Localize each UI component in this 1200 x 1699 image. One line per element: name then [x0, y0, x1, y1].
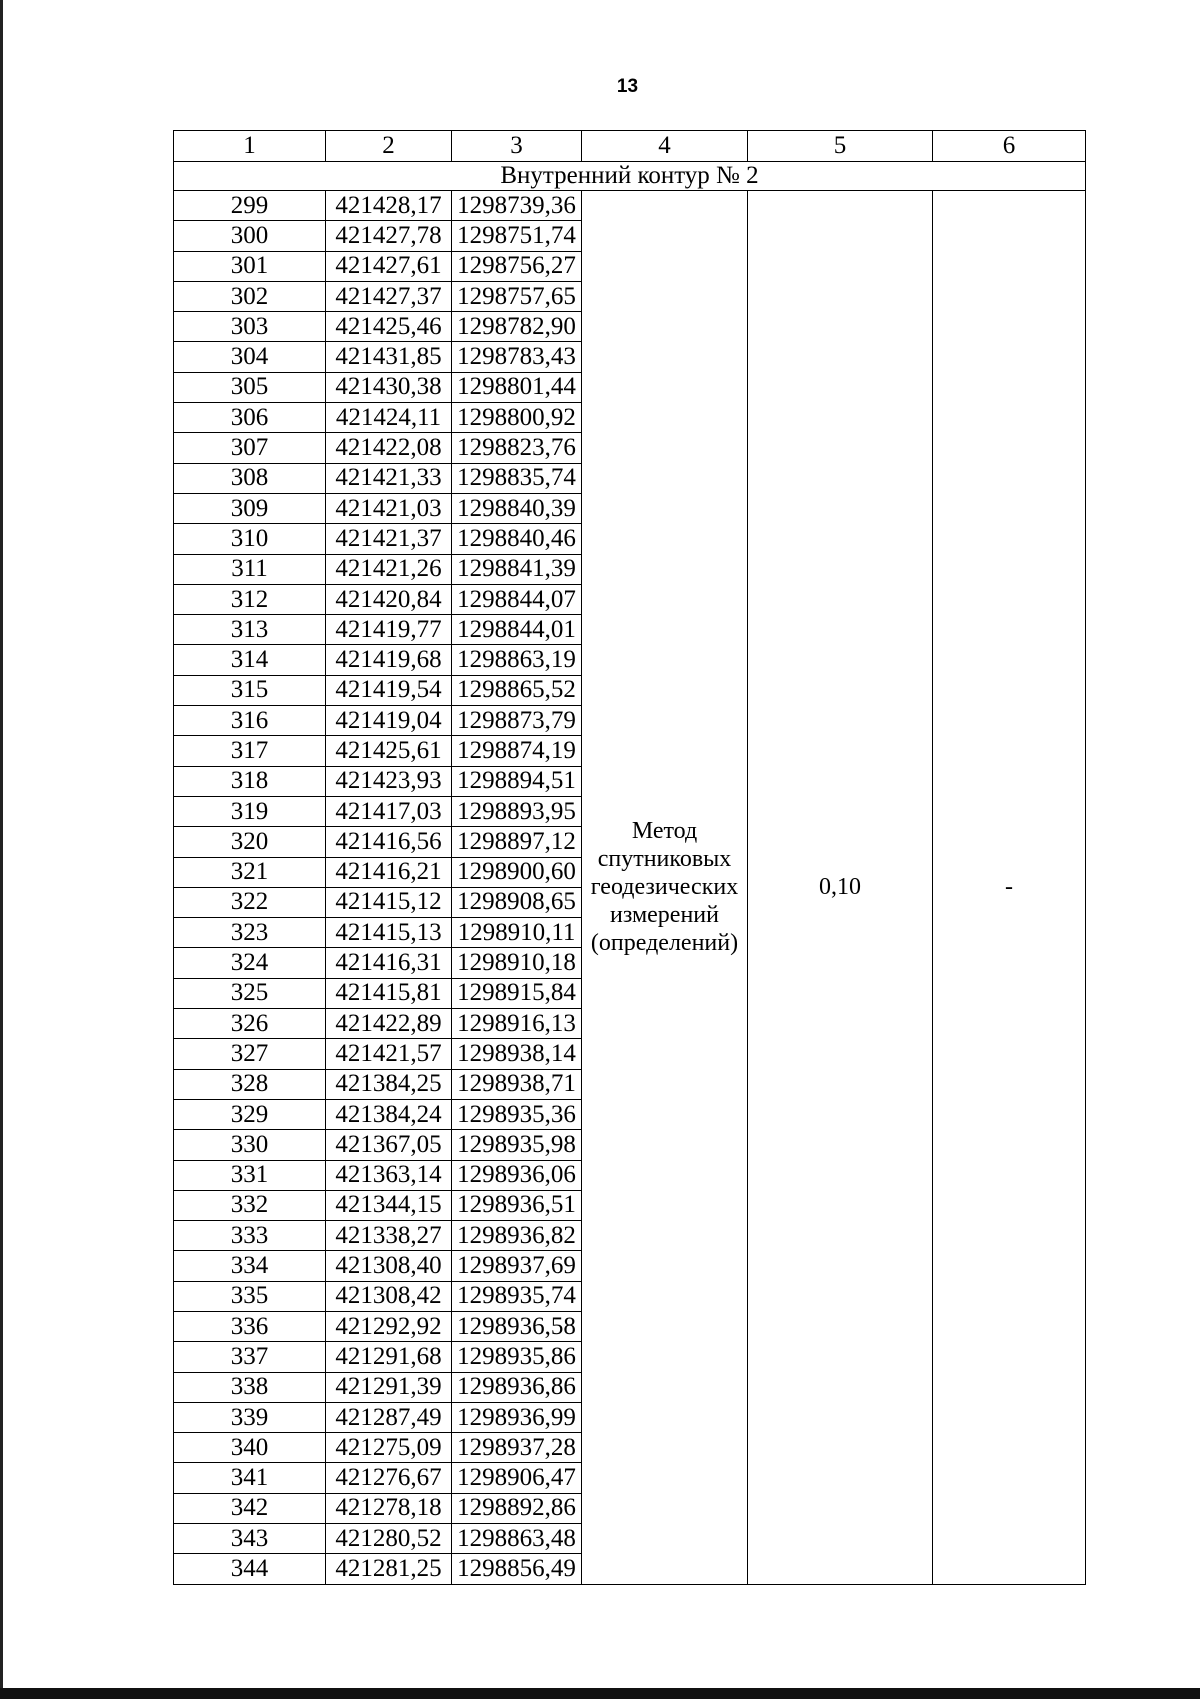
x-coordinate-cell: 421416,31 — [326, 948, 452, 978]
y-coordinate-cell: 1298936,58 — [452, 1311, 582, 1341]
point-number-cell: 321 — [174, 857, 326, 887]
point-number-cell: 327 — [174, 1039, 326, 1069]
x-coordinate-cell: 421421,03 — [326, 493, 452, 523]
y-coordinate-cell: 1298800,92 — [452, 403, 582, 433]
y-coordinate-cell: 1298782,90 — [452, 312, 582, 342]
y-coordinate-cell: 1298840,39 — [452, 493, 582, 523]
point-number-cell: 320 — [174, 827, 326, 857]
point-number-cell: 341 — [174, 1463, 326, 1493]
point-number-cell: 314 — [174, 645, 326, 675]
y-coordinate-cell: 1298916,13 — [452, 1009, 582, 1039]
point-number-cell: 300 — [174, 221, 326, 251]
x-coordinate-cell: 421367,05 — [326, 1130, 452, 1160]
point-number-cell: 302 — [174, 281, 326, 311]
x-coordinate-cell: 421415,81 — [326, 978, 452, 1008]
x-coordinate-cell: 421421,33 — [326, 463, 452, 493]
y-coordinate-cell: 1298801,44 — [452, 372, 582, 402]
x-coordinate-cell: 421363,14 — [326, 1160, 452, 1190]
point-number-cell: 311 — [174, 554, 326, 584]
x-coordinate-cell: 421275,09 — [326, 1433, 452, 1463]
y-coordinate-cell: 1298863,48 — [452, 1524, 582, 1554]
section-title-row — [174, 162, 1086, 191]
y-coordinate-cell: 1298936,06 — [452, 1160, 582, 1190]
header-col-2: 2 — [326, 131, 452, 162]
accuracy-cell: 0,10 — [748, 191, 933, 1585]
x-coordinate-cell: 421420,84 — [326, 584, 452, 614]
y-coordinate-cell: 1298739,36 — [452, 191, 582, 221]
y-coordinate-cell: 1298937,69 — [452, 1251, 582, 1281]
point-number-cell: 315 — [174, 675, 326, 705]
method-text-line: (определений) — [590, 930, 739, 957]
x-coordinate-cell: 421308,42 — [326, 1281, 452, 1311]
y-coordinate-cell: 1298865,52 — [452, 675, 582, 705]
y-coordinate-cell: 1298841,39 — [452, 554, 582, 584]
scan-edge-bottom — [0, 1688, 1200, 1699]
x-coordinate-cell: 421419,54 — [326, 675, 452, 705]
y-coordinate-cell: 1298874,19 — [452, 736, 582, 766]
scan-edge-left — [0, 0, 3, 1699]
header-col-1: 1 — [174, 131, 326, 162]
method-text-line: спутниковых — [597, 846, 732, 873]
x-coordinate-cell: 421421,57 — [326, 1039, 452, 1069]
x-coordinate-cell: 421424,11 — [326, 403, 452, 433]
y-coordinate-cell: 1298910,18 — [452, 948, 582, 978]
point-number-cell: 323 — [174, 918, 326, 948]
y-coordinate-cell: 1298935,98 — [452, 1130, 582, 1160]
point-number-cell: 305 — [174, 372, 326, 402]
y-coordinate-cell: 1298894,51 — [452, 766, 582, 796]
method-cell — [582, 191, 748, 1585]
point-number-cell: 328 — [174, 1069, 326, 1099]
x-coordinate-cell: 421430,38 — [326, 372, 452, 402]
point-number-cell: 301 — [174, 251, 326, 281]
point-number-cell: 316 — [174, 706, 326, 736]
point-number-cell: 308 — [174, 463, 326, 493]
point-number-cell: 310 — [174, 524, 326, 554]
y-coordinate-cell: 1298863,19 — [452, 645, 582, 675]
x-coordinate-cell: 421278,18 — [326, 1493, 452, 1523]
y-coordinate-cell: 1298900,60 — [452, 857, 582, 887]
header-col-4: 4 — [582, 131, 748, 162]
point-number-cell: 306 — [174, 403, 326, 433]
x-coordinate-cell: 421291,68 — [326, 1342, 452, 1372]
y-coordinate-cell: 1298893,95 — [452, 796, 582, 826]
x-coordinate-cell: 421428,17 — [326, 191, 452, 221]
y-coordinate-cell: 1298936,86 — [452, 1372, 582, 1402]
x-coordinate-cell: 421422,08 — [326, 433, 452, 463]
point-number-cell: 338 — [174, 1372, 326, 1402]
y-coordinate-cell: 1298938,71 — [452, 1069, 582, 1099]
method-text-line: измерений — [609, 902, 719, 929]
x-coordinate-cell: 421425,46 — [326, 312, 452, 342]
x-coordinate-cell: 421427,37 — [326, 281, 452, 311]
point-number-cell: 331 — [174, 1160, 326, 1190]
header-col-5: 5 — [748, 131, 933, 162]
section-title: Внутренний контур № 2 — [174, 162, 1086, 191]
x-coordinate-cell: 421280,52 — [326, 1524, 452, 1554]
x-coordinate-cell: 421287,49 — [326, 1402, 452, 1432]
x-coordinate-cell: 421384,24 — [326, 1099, 452, 1129]
x-coordinate-cell: 421291,39 — [326, 1372, 452, 1402]
y-coordinate-cell: 1298936,51 — [452, 1190, 582, 1220]
y-coordinate-cell: 1298897,12 — [452, 827, 582, 857]
point-number-cell: 344 — [174, 1554, 326, 1584]
y-coordinate-cell: 1298935,86 — [452, 1342, 582, 1372]
x-coordinate-cell: 421419,77 — [326, 615, 452, 645]
y-coordinate-cell: 1298844,01 — [452, 615, 582, 645]
x-coordinate-cell: 421415,13 — [326, 918, 452, 948]
method-text-line: геодезических — [590, 874, 739, 901]
y-coordinate-cell: 1298757,65 — [452, 281, 582, 311]
x-coordinate-cell: 421419,04 — [326, 706, 452, 736]
point-number-cell: 329 — [174, 1099, 326, 1129]
x-coordinate-cell: 421416,56 — [326, 827, 452, 857]
point-number-cell: 335 — [174, 1281, 326, 1311]
y-coordinate-cell: 1298935,74 — [452, 1281, 582, 1311]
x-coordinate-cell: 421427,78 — [326, 221, 452, 251]
x-coordinate-cell: 421344,15 — [326, 1190, 452, 1220]
point-number-cell: 299 — [174, 191, 326, 221]
x-coordinate-cell: 421384,25 — [326, 1069, 452, 1099]
point-number-cell: 336 — [174, 1311, 326, 1341]
y-coordinate-cell: 1298935,36 — [452, 1099, 582, 1129]
point-number-cell: 312 — [174, 584, 326, 614]
point-number-cell: 326 — [174, 1009, 326, 1039]
point-number-cell: 322 — [174, 887, 326, 917]
x-coordinate-cell: 421423,93 — [326, 766, 452, 796]
col6-cell: - — [933, 191, 1086, 1585]
header-col-3: 3 — [452, 131, 582, 162]
point-number-cell: 334 — [174, 1251, 326, 1281]
y-coordinate-cell: 1298844,07 — [452, 584, 582, 614]
y-coordinate-cell: 1298823,76 — [452, 433, 582, 463]
x-coordinate-cell: 421308,40 — [326, 1251, 452, 1281]
point-number-cell: 342 — [174, 1493, 326, 1523]
point-number-cell: 339 — [174, 1402, 326, 1432]
y-coordinate-cell: 1298938,14 — [452, 1039, 582, 1069]
x-coordinate-cell: 421422,89 — [326, 1009, 452, 1039]
point-number-cell: 337 — [174, 1342, 326, 1372]
point-number-cell: 325 — [174, 978, 326, 1008]
x-coordinate-cell: 421292,92 — [326, 1311, 452, 1341]
x-coordinate-cell: 421419,68 — [326, 645, 452, 675]
point-number-cell: 343 — [174, 1524, 326, 1554]
header-col-6: 6 — [933, 131, 1086, 162]
x-coordinate-cell: 421421,37 — [326, 524, 452, 554]
x-coordinate-cell: 421421,26 — [326, 554, 452, 584]
point-number-cell: 332 — [174, 1190, 326, 1220]
point-number-cell: 319 — [174, 796, 326, 826]
point-number-cell: 333 — [174, 1221, 326, 1251]
y-coordinate-cell: 1298936,82 — [452, 1221, 582, 1251]
point-number-cell: 309 — [174, 493, 326, 523]
point-number-cell: 303 — [174, 312, 326, 342]
y-coordinate-cell: 1298835,74 — [452, 463, 582, 493]
point-number-cell: 340 — [174, 1433, 326, 1463]
point-number-cell: 318 — [174, 766, 326, 796]
y-coordinate-cell: 1298751,74 — [452, 221, 582, 251]
x-coordinate-cell: 421281,25 — [326, 1554, 452, 1584]
x-coordinate-cell: 421427,61 — [326, 251, 452, 281]
y-coordinate-cell: 1298936,99 — [452, 1402, 582, 1432]
y-coordinate-cell: 1298783,43 — [452, 342, 582, 372]
point-number-cell: 313 — [174, 615, 326, 645]
table-row — [174, 191, 1086, 221]
coordinates-table — [173, 130, 1086, 1585]
x-coordinate-cell: 421431,85 — [326, 342, 452, 372]
y-coordinate-cell: 1298937,28 — [452, 1433, 582, 1463]
y-coordinate-cell: 1298756,27 — [452, 251, 582, 281]
y-coordinate-cell: 1298892,86 — [452, 1493, 582, 1523]
y-coordinate-cell: 1298873,79 — [452, 706, 582, 736]
page-number: 13 — [616, 76, 639, 97]
point-number-cell: 330 — [174, 1130, 326, 1160]
x-coordinate-cell: 421416,21 — [326, 857, 452, 887]
point-number-cell: 317 — [174, 736, 326, 766]
y-coordinate-cell: 1298840,46 — [452, 524, 582, 554]
header-row — [174, 131, 1086, 162]
y-coordinate-cell: 1298910,11 — [452, 918, 582, 948]
method-text-line: Метод — [631, 818, 698, 845]
x-coordinate-cell: 421415,12 — [326, 887, 452, 917]
point-number-cell: 307 — [174, 433, 326, 463]
y-coordinate-cell: 1298856,49 — [452, 1554, 582, 1584]
y-coordinate-cell: 1298915,84 — [452, 978, 582, 1008]
point-number-cell: 304 — [174, 342, 326, 372]
y-coordinate-cell: 1298906,47 — [452, 1463, 582, 1493]
y-coordinate-cell: 1298908,65 — [452, 887, 582, 917]
x-coordinate-cell: 421338,27 — [326, 1221, 452, 1251]
x-coordinate-cell: 421425,61 — [326, 736, 452, 766]
x-coordinate-cell: 421276,67 — [326, 1463, 452, 1493]
point-number-cell: 324 — [174, 948, 326, 978]
x-coordinate-cell: 421417,03 — [326, 796, 452, 826]
